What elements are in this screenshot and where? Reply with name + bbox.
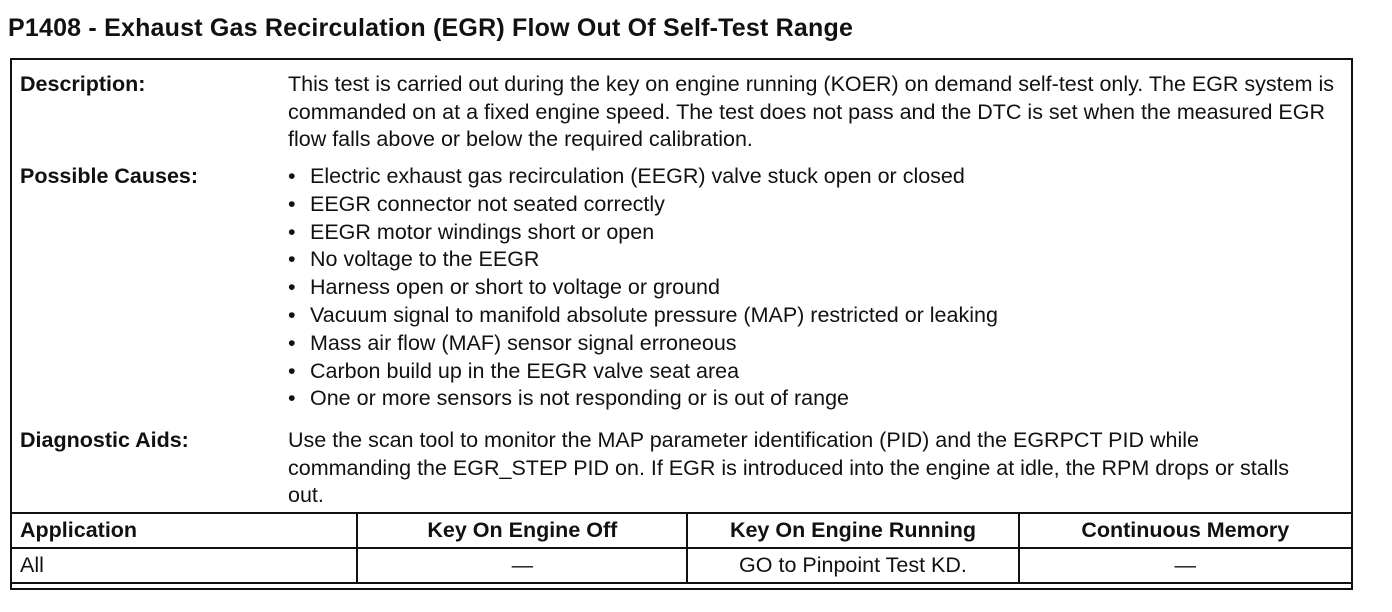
header-application: Application	[11, 513, 357, 548]
list-item: • Mass air flow (MAF) sensor signal erroneous	[288, 330, 1348, 358]
header-koer: Key On Engine Running	[687, 513, 1018, 548]
list-item: • Harness open or short to voltage or ground	[288, 274, 1348, 302]
list-item: • EEGR connector not seated correctly	[288, 191, 1348, 219]
application-table	[10, 512, 1353, 584]
cell-application: All	[11, 548, 357, 583]
header-koeo: Key On Engine Off	[357, 513, 687, 548]
header-continuous-memory: Continuous Memory	[1019, 513, 1352, 548]
list-item: • No voltage to the EEGR	[288, 246, 1348, 274]
table-header-row	[11, 513, 1352, 548]
diagnostic-aids-label: Diagnostic Aids:	[20, 428, 189, 452]
list-item: • One or more sensors is not responding or is out of range	[288, 385, 1348, 413]
cell-continuous-memory: —	[1019, 548, 1352, 583]
page-title: P1408 - Exhaust Gas Recirculation (EGR) Flow Out Of Self-Test Range	[8, 14, 854, 42]
description-text: This test is carried out during the key on engine running (KOER) on demand self-test only. The EGR system is commanded on at a fixed engine speed. The test does not pass and the DTC is set when the measured EGR flow falls above or below the required calibration.	[288, 72, 1335, 151]
list-item: • Electric exhaust gas recirculation (EEGR) valve stuck open or closed	[288, 163, 1348, 191]
list-item: • Vacuum signal to manifold absolute pressure (MAP) restricted or leaking	[288, 302, 1348, 330]
possible-causes-list-wrap	[288, 163, 1348, 413]
list-item: • EEGR motor windings short or open	[288, 219, 1348, 247]
list-item: • Carbon build up in the EEGR valve seat area	[288, 358, 1348, 386]
possible-causes-label: Possible Causes:	[20, 164, 199, 188]
cell-koeo: —	[357, 548, 687, 583]
possible-causes-list	[288, 163, 1348, 413]
dtc-info-box	[10, 58, 1353, 590]
description-label: Description:	[20, 72, 146, 96]
cell-koer: GO to Pinpoint Test KD.	[687, 548, 1018, 583]
diagnostic-aids-text: Use the scan tool to monitor the MAP parameter identification (PID) and the EGRPCT PID while commanding the EGR_STEP PID on. If EGR is introduced into the engine at idle, the RPM drops or stalls out.	[288, 428, 1290, 507]
table-row	[11, 548, 1352, 583]
